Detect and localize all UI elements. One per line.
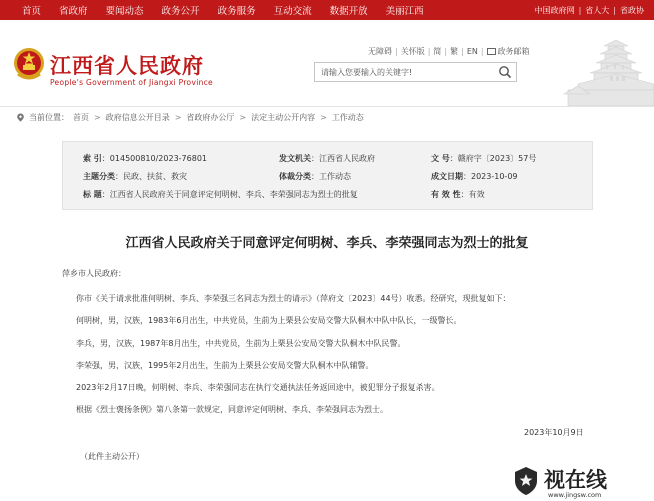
meta-form [279,171,351,182]
meta-title-label: 标 题 [83,190,102,199]
separator: | [578,5,582,15]
watermark-url: www.jingsw.com [548,491,602,499]
nav-open-data[interactable]: 数据开放 [329,6,368,17]
article-title: 江西省人民政府关于同意评定何明树、李兵、李荣强同志为烈士的批复 [125,236,529,251]
article-paragraph-3: 李兵，男，汉族，1987年8月出生，中共党员，生前为上栗县公安局交警大队桐木中队民警。 [76,339,406,348]
link-provincial-congress[interactable]: 省人大 [585,5,610,15]
meta-colon: ： [463,172,471,181]
link-gov-mailbox[interactable]: 政务邮箱 [497,47,530,56]
mail-icon [487,48,496,55]
breadcrumb-info-catalog[interactable]: 政府信息公开目录 [105,113,170,122]
meta-date [431,171,518,182]
breadcrumb-separator-icon: > [320,113,327,122]
nav-home[interactable]: 首页 [22,6,42,17]
search-input[interactable] [315,63,485,81]
article-paragraph-2: 何明树，男，汉族，1983年6月出生，中共党员，生前为上栗县公安局交警大队桐木中队中队长，一级警长。 [76,316,462,325]
breadcrumb-statutory-content[interactable]: 法定主动公开内容 [251,113,316,122]
watermark-text: 视在线 [544,467,607,492]
link-english[interactable]: EN [466,47,478,56]
nav-province-gov[interactable]: 省政府 [59,6,88,17]
meta-topic [83,171,187,182]
meta-validity-value: 有效 [468,190,485,199]
breadcrumb-home[interactable]: 首页 [73,113,89,122]
site-title[interactable]: 江西省人民政府 [50,53,204,78]
separator: | [613,5,616,15]
article-paragraph-5: 2023年2月17日晚，何明树、李兵、李荣强同志在执行交通执法任务返回途中，被犯罪分子报复杀害。 [76,383,440,392]
watermark [508,464,654,501]
meta-docno-value: 赣府字〔2023〕57号 [457,154,537,163]
link-provincial-cppcc[interactable]: 省政协 [620,5,644,15]
meta-colon: ： [449,154,458,163]
meta-index-label: 索 引 [83,154,102,163]
breadcrumb-separator-icon: > [174,113,182,122]
meta-validity-label: 有 效 性 [431,190,461,199]
link-traditional[interactable]: 繁 [450,47,459,56]
link-china-gov[interactable]: 中国政府网 [534,5,575,15]
meta-docno-label: 文 号 [431,154,450,163]
separator: | [444,47,448,56]
site-subtitle: People's Government of Jiangxi Province [50,78,213,87]
meta-colon: ： [101,190,110,199]
breadcrumb-separator-icon: > [94,113,101,122]
breadcrumb-separator-icon: > [239,113,247,122]
meta-title-value: 江西省人民政府关于同意评定何明树、李兵、李荣强同志为烈士的批复 [109,190,358,199]
link-simplified[interactable]: 简 [433,47,442,56]
police-badge-icon [512,466,540,496]
nav-beautiful-jiangxi[interactable]: 美丽江西 [385,6,424,17]
meta-issuer [279,153,375,164]
nav-gov-services[interactable]: 政务服务 [217,6,256,17]
separator: | [480,47,484,56]
site-header [0,20,654,106]
link-elder-mode[interactable]: 关怀版 [400,47,425,56]
nav-gov-affairs-open[interactable]: 政务公开 [161,6,200,17]
breadcrumb-work-news[interactable]: 工作动态 [331,113,364,122]
meta-topic-value: 民政、扶贫、救灾 [123,172,187,181]
nav-news[interactable]: 要闻动态 [105,6,144,17]
meta-colon: ： [101,154,110,163]
meta-topic-label: 主题分类 [83,172,115,181]
top-nav-external-links [535,5,654,16]
search-icon[interactable] [494,63,516,81]
article-paragraph-4: 李荣强，男，汉族，1995年2月出生，生前为上栗县公安局交警大队桐木中队辅警。 [76,361,374,370]
meta-index-value: 014500810/2023-76801 [109,154,207,163]
document-metadata-box [62,141,593,210]
meta-colon: ： [460,190,469,199]
breadcrumb-prefix: 当前位置： [29,113,69,122]
meta-colon: ： [311,154,319,163]
article-date: 2023年10月9日 [524,428,584,437]
meta-date-label: 成文日期 [431,172,463,181]
meta-colon: ： [115,172,123,181]
meta-issuer-label: 发文机关 [279,154,311,163]
meta-validity [431,189,485,200]
meta-issuer-value: 江西省人民政府 [319,154,375,163]
separator: | [427,47,431,56]
article-addressee: 萍乡市人民政府： [62,269,126,278]
meta-index [83,153,207,164]
article-paragraph-6: 根据《烈士褒扬条例》第八条第一款规定，同意评定何明树、李兵、李荣强同志为烈士。 [76,405,388,414]
breadcrumb [0,106,654,128]
meta-date-value: 2023-10-09 [471,172,518,181]
separator: | [395,47,398,56]
national-emblem-icon [12,46,46,82]
header-utility-links [368,46,530,57]
meta-title [83,189,358,200]
nav-interaction[interactable]: 互动交流 [273,6,312,17]
meta-form-label: 体裁分类 [279,172,311,181]
top-nav-bar [0,0,654,20]
article-note: （此件主动公开） [80,452,144,461]
breadcrumb-general-office[interactable]: 省政府办公厅 [186,113,235,122]
search-box [314,62,517,82]
separator: | [461,47,464,56]
meta-docno [431,153,536,164]
pagoda-illustration-icon [556,20,654,106]
location-pin-icon [16,113,25,122]
meta-colon: ： [311,172,319,181]
meta-form-value: 工作动态 [319,172,351,181]
link-accessibility[interactable]: 无障碍 [368,47,392,56]
article-paragraph-1: 你市《关于请求批准何明树、李兵、李荣强三名同志为烈士的请示》（萍府文〔2023〕44号）收悉。经研究，现批复如下： [76,294,511,303]
